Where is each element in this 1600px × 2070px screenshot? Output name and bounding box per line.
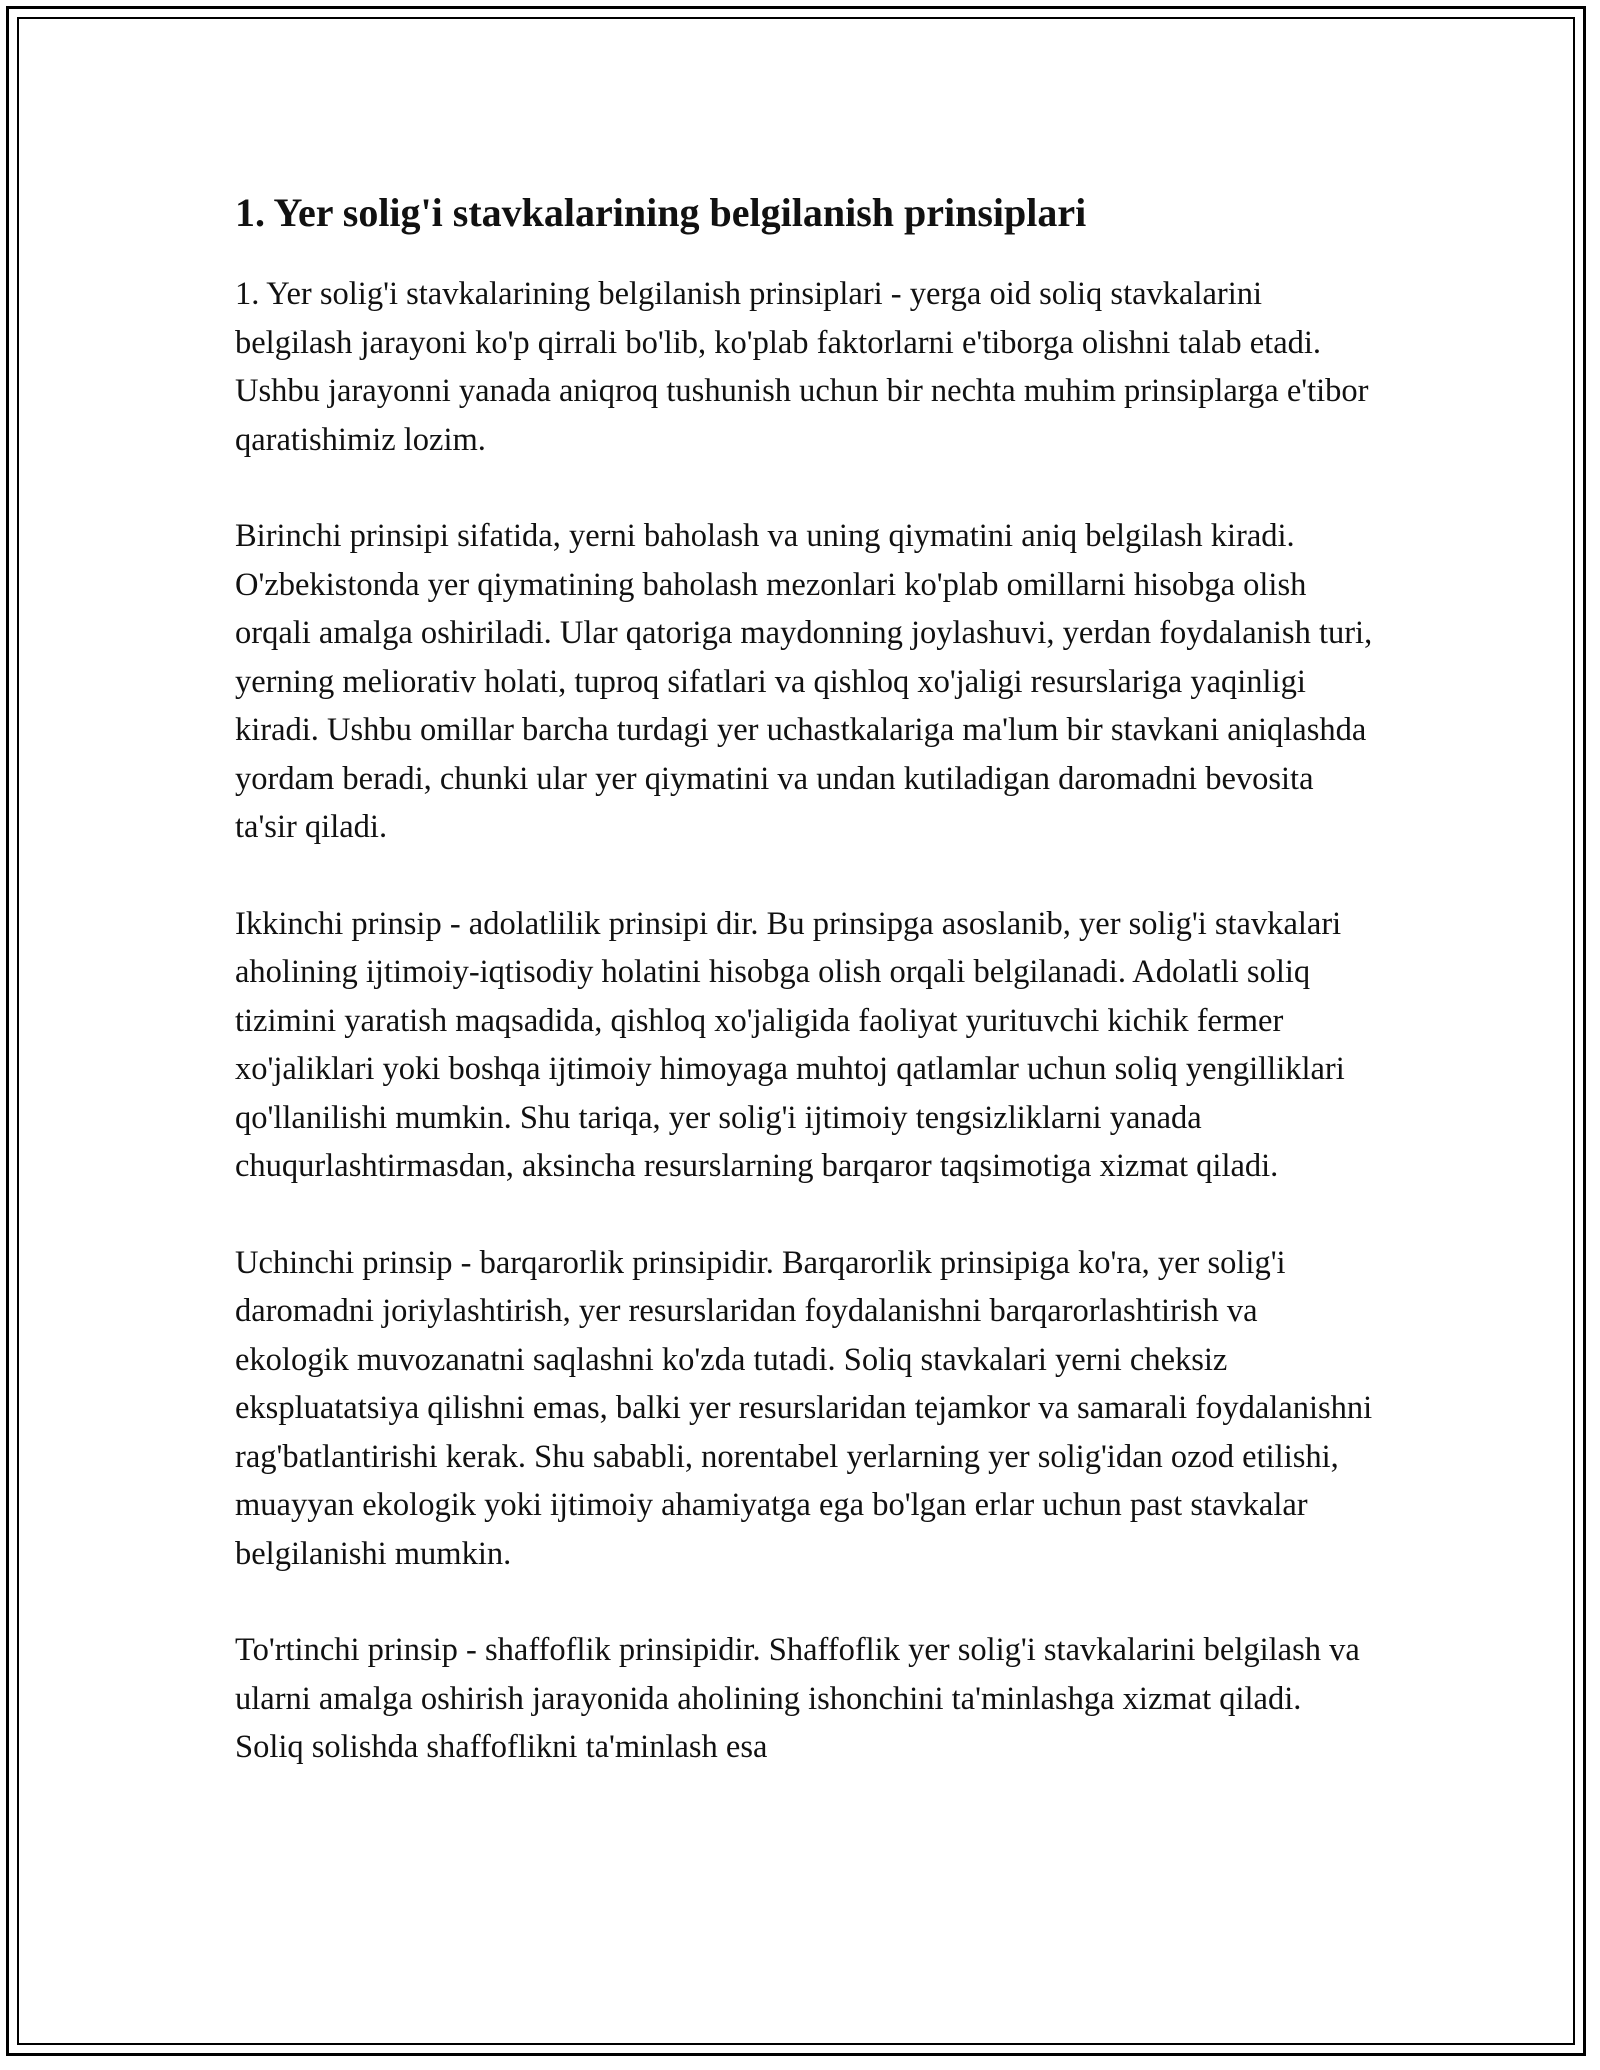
- paragraph-fourth-principle: To'rtinchi prinsip - shaffoflik prinsipidir. Shaffoflik yer solig'i stavkalarini belgilash va ularni amalga oshirish jarayonida aholining ishonchini ta'minlashga xizmat qiladi. Soliq solishda shaffoflikni ta'minlash esa: [235, 1632, 1360, 1765]
- paragraph-third-principle: Uchinchi prinsip - barqarorlik prinsipidir. Barqarorlik prinsipiga ko'ra, yer solig'i daromadni joriylashtirish, yer resurslaridan foydalanishni barqarorlashtirish va ekologik muvozanatni saqlashni ko'zda tutadi. Soliq stavkalari yerni cheksiz ekspluatatsiya qilishni emas, balki yer resurslaridan tejamkor va samarali foydalanishni rag'batlantirishi kerak. Shu sababli, norentabel yerlarning yer solig'idan ozod etilishi, muayyan ekologik yoki ijtimoiy ahamiyatga ega bo'lgan erlar uchun past stavkalar belgilanishi mumkin.: [235, 1244, 1373, 1572]
- document-body: [235, 184, 1375, 1820]
- paragraph-intro: 1. Yer solig'i stavkalarining belgilanish prinsiplari - yerga oid soliq stavkalarini belgilash jarayoni ko'p qirrali bo'lib, ko'plab faktorlarni e'tiborga olishni talab etadi. Ushbu jarayonni yanada aniqroq tushunish uchun bir nechta muhim prinsiplarga e'tibor qaratishimiz lozim.: [235, 276, 1369, 458]
- paragraph-first-principle: Birinchi prinsipi sifatida, yerni baholash va uning qiymatini aniq belgilash kiradi. O'zbekistonda yer qiymatining baholash mezonlari ko'plab omillarni hisobga olish orqali amalga oshiriladi. Ular qatoriga maydonning joylashuvi, yerdan foydalanish turi, yerning meliorativ holati, tuproq sifatlari va qishloq xo'jaligi resurslariga yaqinligi kiradi. Ushbu omillar barcha turdagi yer uchastkalariga ma'lum bir stavkani aniqlashda yordam beradi, chunki ular yer qiymatini va undan kutiladigan daromadni bevosita ta'sir qiladi.: [235, 518, 1373, 845]
- paragraph-second-principle: Ikkinchi prinsip - adolatlilik prinsipi dir. Bu prinsipga asoslanib, yer solig'i stavkalari aholining ijtimoiy-iqtisodiy holatini hisobga olish orqali belgilanadi. Adolatli soliq tizimini yaratish maqsadida, qishloq xo'jaligida faoliyat yurituvchi kichik fermer xo'jaliklari yoki boshqa ijtimoiy himoyaga muhtoj qatlamlar uchun soliq yengilliklari qo'llanilishi mumkin. Shu tariqa, yer solig'i ijtimoiy tengsizliklarni yanada chuqurlashtirmasdan, aksincha resurslarning barqaror taqsimotiga xizmat qiladi.: [235, 905, 1345, 1184]
- document-title: 1. Yer solig'i stavkalarining belgilanish prinsiplari: [235, 190, 1087, 235]
